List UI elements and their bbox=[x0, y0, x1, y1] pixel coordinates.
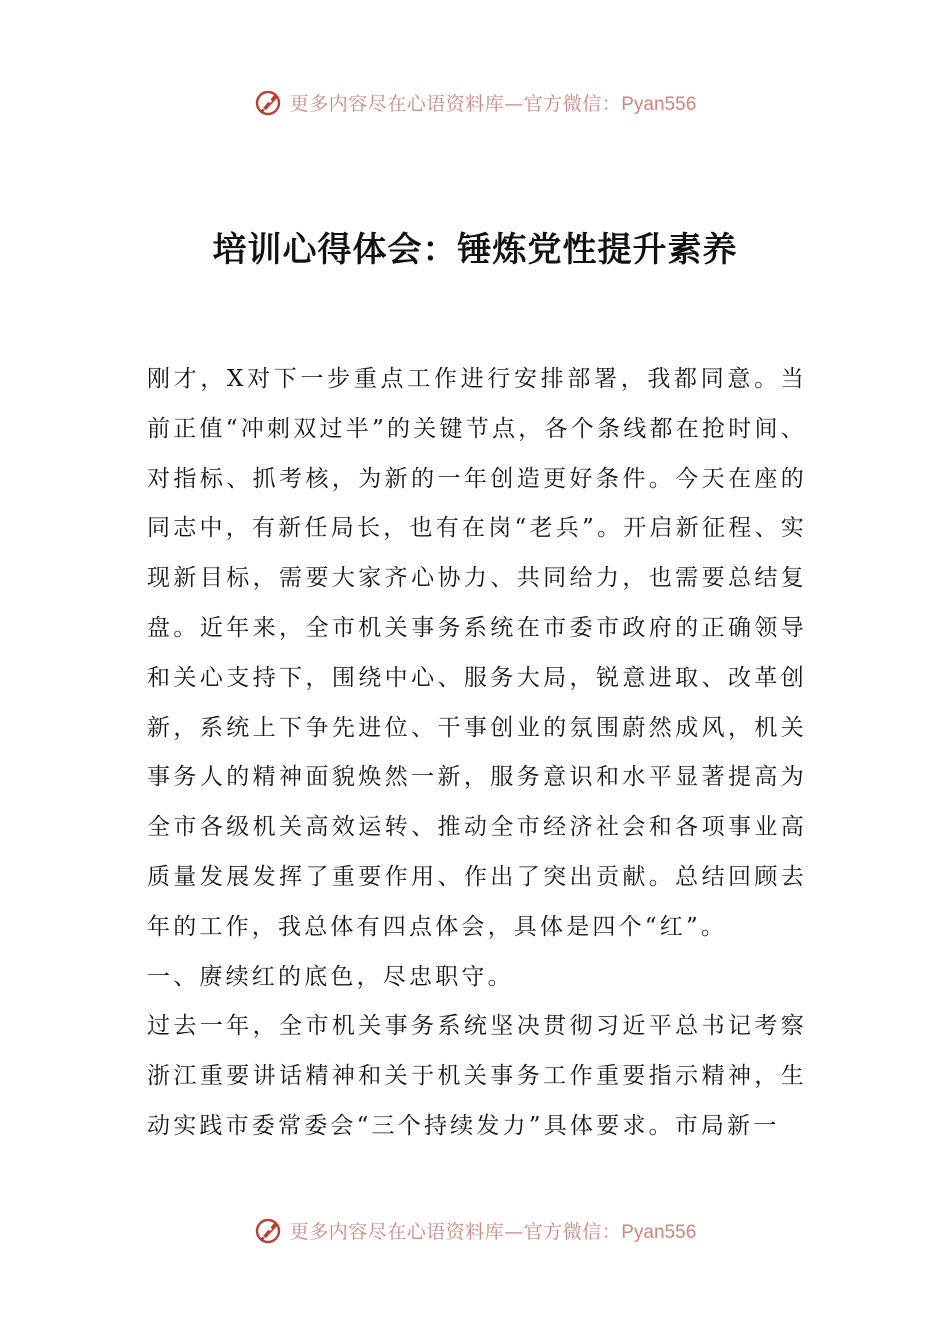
document-title: 培训心得体会：锤炼党性提升素养 bbox=[212, 230, 738, 270]
section-heading-1: 一、赓续红的底色，尽忠职守。 bbox=[147, 963, 514, 990]
pen-nib-logo-icon bbox=[254, 87, 284, 117]
paragraph-section-1: 过去一年，全市机关事务系统坚决贯彻习近平总书记考察浙江重要讲话精神和关于机关事务工作重要指示精神，生动实践市委常委会“三个持续发力”具体要求。市局新一 bbox=[147, 1013, 807, 1139]
watermark-text: 更多内容尽在心语资料库—官方微信：Pyan556 bbox=[289, 1220, 697, 1243]
pen-nib-logo-icon bbox=[254, 1215, 284, 1245]
wechat-id: Pyan556 bbox=[621, 1221, 697, 1243]
paragraph-intro: 刚才，X对下一步重点工作进行安排部署，我都同意。当前正值“冲刺双过半”的关键节点，各个条线都在抢时间、对指标、抓考核，为新的一年创造更好条件。今天在座的同志中，有新任局长，也有在岗“老兵”。开启新征程、实现新目标，需要大家齐心协力、共同给力，也需要总结复盘。近年来，全市机关事务系统在市委市政府的正确领导和关心支持下，围绕中心、服务大局，锐意进取、改革创新，系统上下争先进位、干事创业的氛围蔚然成风，机关事务人的精神面貌焕然一新，服务意识和水平显著提高为全市各级机关高效运转、推动全市经济社会和各项事业高质量发展发挥了重要作用、作出了突出贡献。总结回顾去年的工作，我总体有四点体会，具体是四个“红”。 bbox=[147, 366, 807, 940]
watermark-footer bbox=[0, 1208, 950, 1252]
document-body bbox=[147, 355, 807, 1152]
wechat-id: Pyan556 bbox=[621, 93, 697, 115]
watermark-header bbox=[0, 80, 950, 124]
watermark-text: 更多内容尽在心语资料库—官方微信：Pyan556 bbox=[289, 92, 697, 115]
